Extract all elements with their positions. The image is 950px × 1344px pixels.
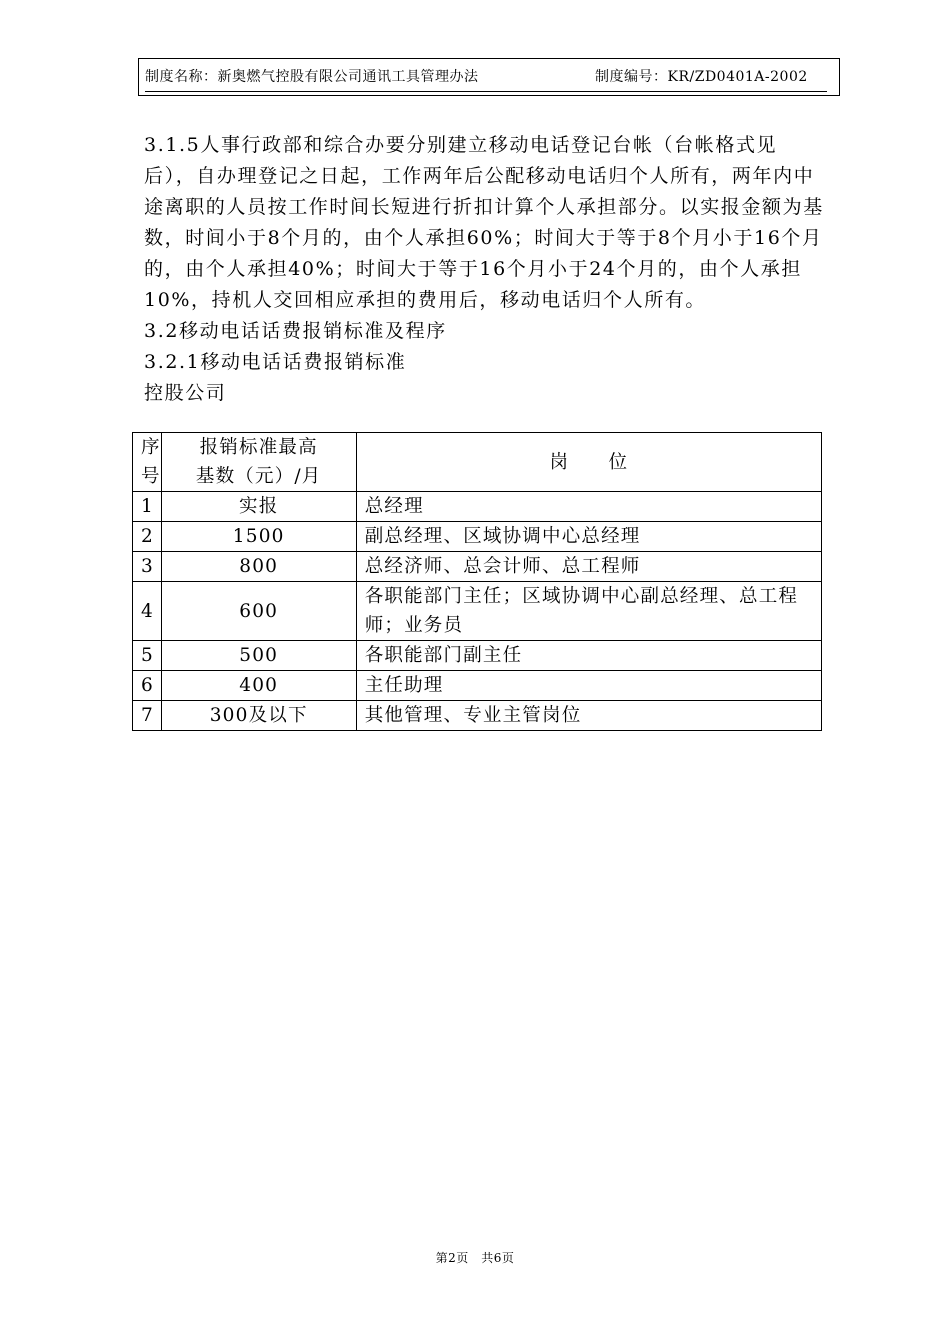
document-body — [144, 130, 829, 409]
row-position: 主任助理 — [356, 671, 821, 701]
heading-3-2-1: 3.2.1移动电话话费报销标准 — [144, 351, 407, 373]
row-position: 总经理 — [356, 492, 821, 522]
table-row — [133, 522, 822, 552]
table-header-row — [133, 433, 822, 492]
row-no: 5 — [133, 641, 162, 671]
row-position: 各职能部门副主任 — [356, 641, 821, 671]
table-row — [133, 641, 822, 671]
row-no: 7 — [133, 701, 162, 731]
company-label: 控股公司 — [144, 382, 227, 404]
table-row — [133, 552, 822, 582]
regulation-code: 制度编号：KR/ZD0401A-2002 — [595, 69, 808, 85]
reimbursement-standard-table — [132, 432, 822, 731]
row-amount: 500 — [161, 641, 356, 671]
page-number: 第2页 共6页 — [435, 1251, 515, 1265]
paragraph-3-1-5: 3.1.5人事行政部和综合办要分别建立移动电话登记台帐（台帐格式见后），自办理登记之日起，工作两年后公配移动电话归个人所有，两年内中途离职的人员按工作时间长短进行折扣计算个人承担部分。以实报金额为基数，时间小于8个月的，由个人承担60%；时间大于等于8个月小于16个月的，由个人承担40%；时间大于等于16个月小于24个月的，由个人承担10%，持机人交回相应承担的费用后，移动电话归个人所有。 — [144, 134, 824, 311]
heading-3-2: 3.2移动电话话费报销标准及程序 — [144, 320, 447, 342]
header-underline — [145, 91, 827, 92]
header-amount: 报销标准最高 基数（元）/月 — [161, 433, 356, 492]
table-row — [133, 701, 822, 731]
row-no: 6 — [133, 671, 162, 701]
header-no: 序 号 — [133, 433, 162, 492]
document-header — [138, 58, 840, 96]
row-no: 3 — [133, 552, 162, 582]
row-position: 其他管理、专业主管岗位 — [356, 701, 821, 731]
row-no: 1 — [133, 492, 162, 522]
header-position: 岗 位 — [356, 433, 821, 492]
row-amount: 400 — [161, 671, 356, 701]
row-position: 总经济师、总会计师、总工程师 — [356, 552, 821, 582]
regulation-title: 制度名称：新奥燃气控股有限公司通讯工具管理办法 — [145, 69, 479, 85]
row-no: 4 — [133, 582, 162, 641]
row-amount: 800 — [161, 552, 356, 582]
row-amount: 300及以下 — [161, 701, 356, 731]
row-amount: 1500 — [161, 522, 356, 552]
table-row — [133, 492, 822, 522]
table-row — [133, 671, 822, 701]
table-row — [133, 582, 822, 641]
row-amount: 600 — [161, 582, 356, 641]
row-position: 各职能部门主任；区域协调中心副总经理、总工程师；业务员 — [356, 582, 821, 641]
row-amount: 实报 — [161, 492, 356, 522]
row-no: 2 — [133, 522, 162, 552]
row-position: 副总经理、区域协调中心总经理 — [356, 522, 821, 552]
